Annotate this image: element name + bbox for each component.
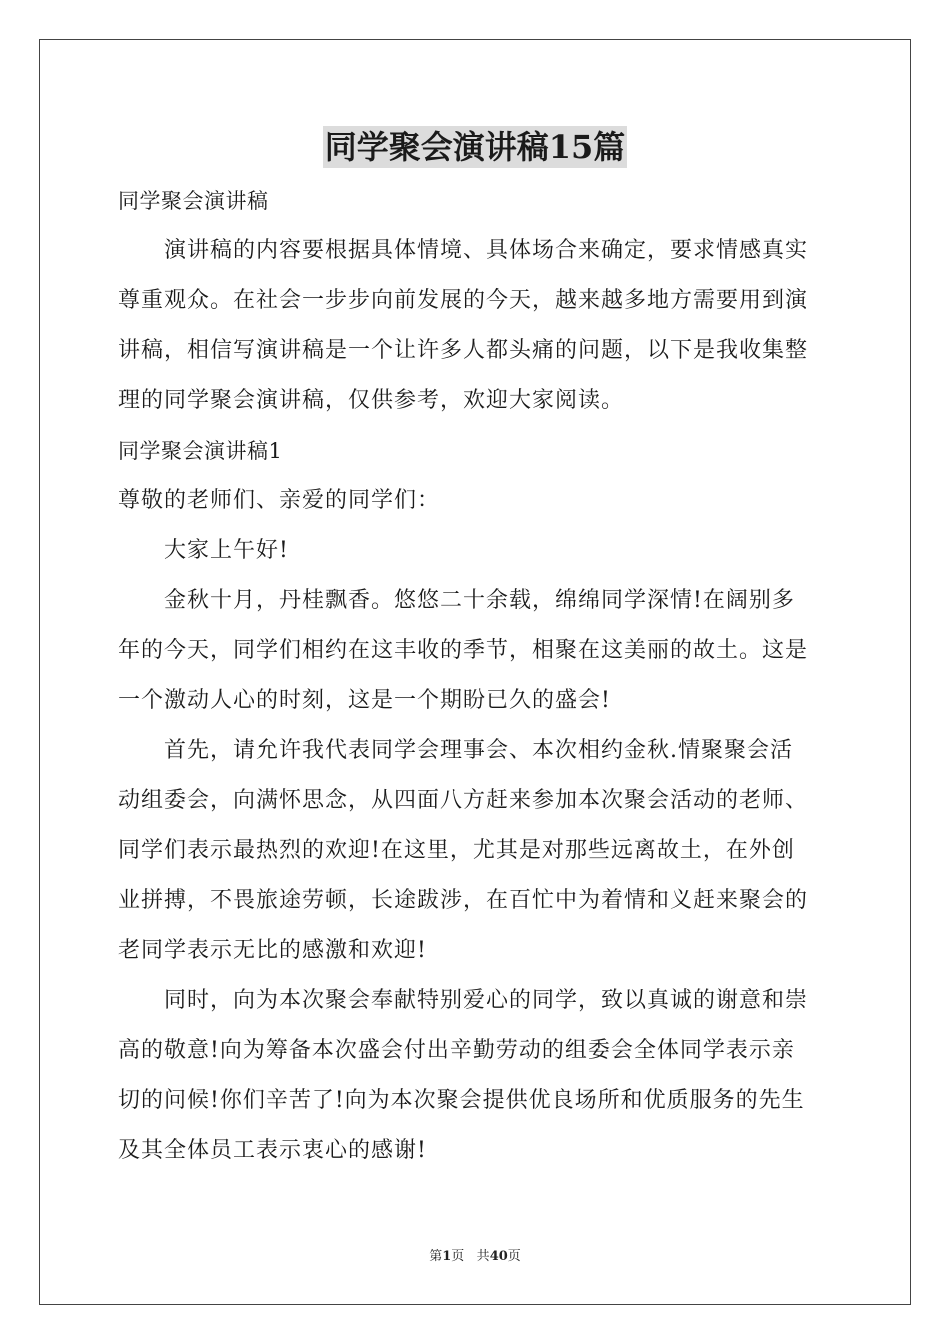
footer-total-pages: 40	[489, 1249, 508, 1264]
text-line: 动组委会，向满怀思念，从四面八方赶来参加本次聚会活动的老师、	[118, 788, 809, 813]
text-line: 尊重观众。在社会一步步向前发展的今天，越来越多地方需要用到演	[118, 288, 809, 313]
text-line: 一个激动人心的时刻，这是一个期盼已久的盛会!	[118, 688, 611, 713]
text-line: 切的问候!你们辛苦了!向为本次聚会提供优良场所和优质服务的先生	[118, 1088, 805, 1113]
text-line: 演讲稿的内容要根据具体情境、具体场合来确定，要求情感真实	[164, 238, 809, 263]
text-line: 年的今天，同学们相约在这丰收的季节，相聚在这美丽的故土。这是	[118, 638, 809, 663]
footer-page-number: 1	[442, 1249, 452, 1264]
text-line: 尊敬的老师们、亲爱的同学们：	[118, 488, 441, 513]
section-heading: 同学聚会演讲稿	[118, 189, 269, 213]
text-line: 大家上午好!	[164, 538, 289, 563]
text-line: 首先，请允许我代表同学会理事会、本次相约金秋.情聚聚会活	[164, 738, 793, 763]
text-line: 理的同学聚会演讲稿，仅供参考，欢迎大家阅读。	[118, 388, 625, 413]
footer-page-suffix: 页	[451, 1249, 465, 1264]
document-body	[118, 176, 834, 1176]
text-line: 同学们表示最热烈的欢迎!在这里，尤其是对那些远离故土，在外创	[118, 838, 795, 863]
section-heading: 同学聚会演讲稿1	[118, 439, 283, 463]
document-title: 同学聚会演讲稿15篇	[324, 128, 626, 166]
text-line: 业拼搏，不畏旅途劳顿，长途跋涉，在百忙中为着情和义赶来聚会的	[118, 888, 809, 913]
text-line: 讲稿，相信写演讲稿是一个让许多人都头痛的问题，以下是我收集整	[118, 338, 809, 363]
title-wrap	[0, 126, 950, 168]
text-line: 老同学表示无比的感激和欢迎!	[118, 938, 427, 963]
footer-total-suffix: 页	[507, 1249, 521, 1264]
text-line: 高的敬意!向为筹备本次盛会付出辛勤劳动的组委会全体同学表示亲	[118, 1038, 795, 1063]
text-line: 同时，向为本次聚会奉献特别爱心的同学，致以真诚的谢意和崇	[164, 988, 809, 1013]
footer-total-prefix: 共	[476, 1249, 490, 1264]
text-line: 金秋十月，丹桂飘香。悠悠二十余载，绵绵同学深情!在阔别多	[164, 588, 795, 613]
page-footer	[0, 1248, 950, 1266]
text-line: 及其全体员工表示衷心的感谢!	[118, 1138, 427, 1163]
footer-page-prefix: 第	[429, 1249, 443, 1264]
